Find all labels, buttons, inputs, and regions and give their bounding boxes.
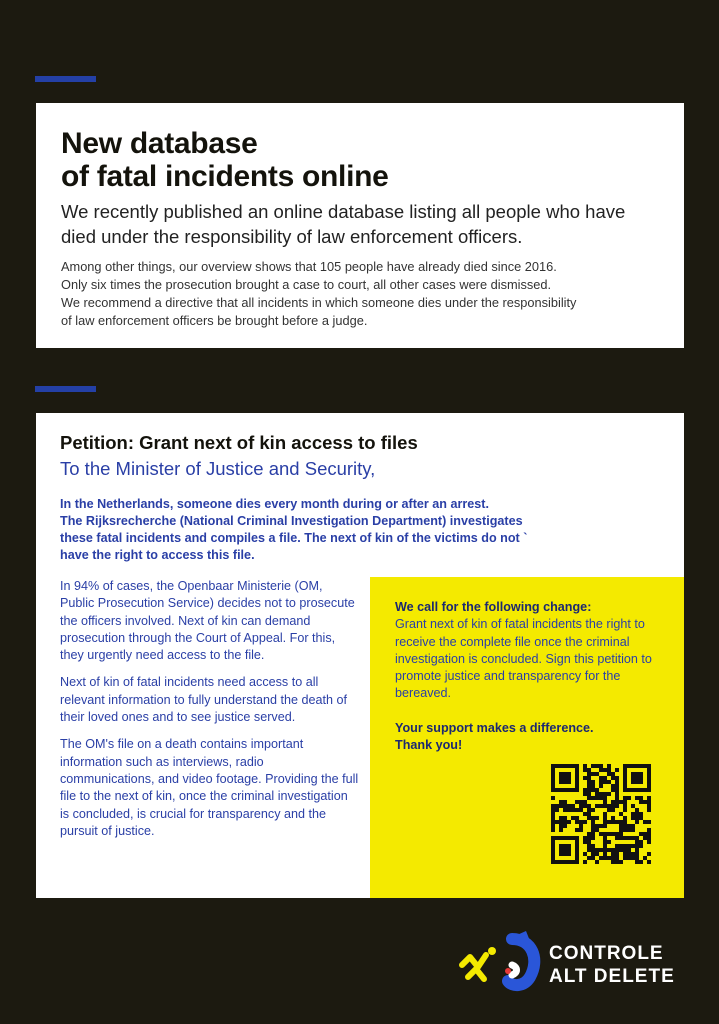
- qr-code-icon[interactable]: [551, 764, 651, 864]
- paragraph: The OM's file on a death contains important information such as interviews, radio communications, and video footage. Providing the full file to the next of kin, once the criminal investigation is concluded, is crucial for transparency and the pursuit of justice.: [60, 737, 359, 838]
- callout-closing: Your support makes a difference. Thank you!: [395, 720, 594, 753]
- petition-body: [60, 578, 360, 850]
- petition-addressee: To the Minister of Justice and Security,: [60, 458, 376, 479]
- callout-heading: We call for the following change:: [395, 600, 592, 614]
- callout-body: Grant next of kin of fatal incidents the right to receive the complete file once the criminal investigation is concluded. Sign this petition to promote justice and transparency for the bereaved.: [395, 617, 652, 701]
- paragraph: In 94% of cases, the Openbaar Ministerie (OM, Public Prosecution Service) decides not to prosecute the officers involved. Next of kin can demand prosecution through the Court of Appeal. For this, they urgently need access to the file.: [60, 579, 355, 663]
- controle-alt-delete-logo[interactable]: [456, 927, 696, 999]
- logo-mark-icon: [456, 927, 542, 999]
- paragraph: Next of kin of fatal incidents need access to all relevant information to fully understand the death of their loved ones and to see justice served.: [60, 675, 348, 725]
- database-announcement-card: [36, 103, 684, 348]
- logo-wordmark: CONTROLE ALT DELETE: [549, 943, 675, 987]
- database-summary: Among other things, our overview shows that 105 people have already died since 2016. Only six times the prosecution brought a case to court, all other cases were dismissed. We recommend a directive that all incidents in which someone dies under the responsibility of law enforcement officers be brought before a judge.: [61, 259, 577, 328]
- section-accent-bar: [35, 386, 96, 392]
- page-title: New database of fatal incidents online: [61, 127, 389, 193]
- petition-title: Petition: Grant next of kin access to files: [60, 432, 418, 453]
- petition-card: [36, 413, 684, 898]
- call-to-action-box: [370, 577, 684, 898]
- petition-intro: In the Netherlands, someone dies every month during or after an arrest. The Rijksrecherche (National Criminal Investigation Department) investigates these fatal incidents and compiles a file. The next of kin of the victims do not ` have the right to access this file.: [60, 497, 528, 562]
- lead-text: We recently published an online database listing all people who have died under the responsibility of law enforcement officers.: [61, 201, 626, 247]
- section-accent-bar: [35, 76, 96, 82]
